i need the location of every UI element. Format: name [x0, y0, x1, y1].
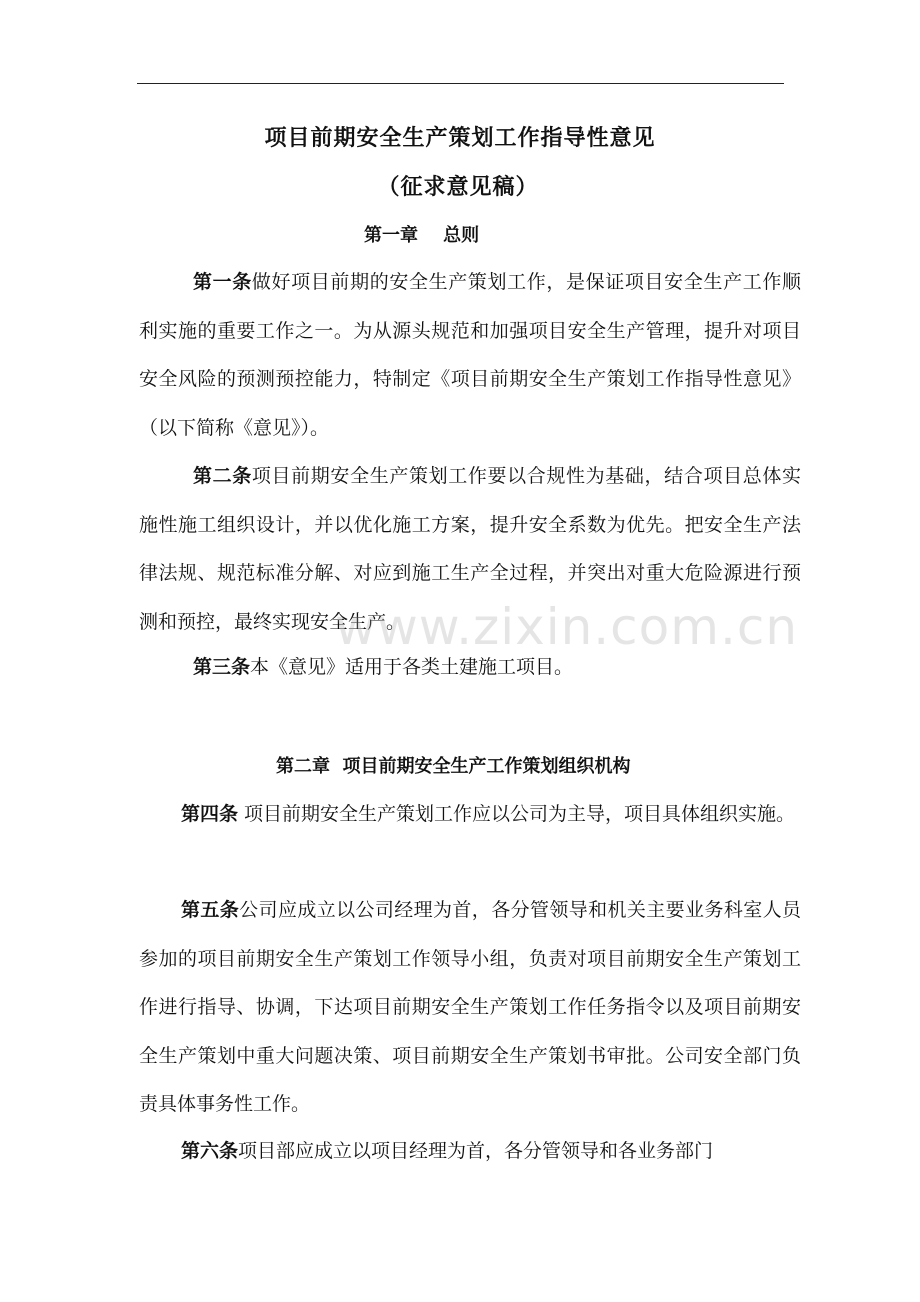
- article-3-label: 第三条: [193, 656, 251, 678]
- document-subtitle: （征求意见稿）: [377, 175, 539, 200]
- chapter-2-heading: 第二章 项目前期安全生产工作策划组织机构: [276, 756, 631, 777]
- article-3: [139, 643, 801, 692]
- article-5: [139, 886, 801, 1129]
- chapter-1-heading: 第一章 总则: [364, 225, 480, 246]
- article-5-label: 第五条: [181, 899, 240, 921]
- article-6-text: 项目部应成立以项目经理为首，各分管领导和各业务部门: [238, 1140, 714, 1162]
- article-6: [139, 1127, 801, 1176]
- article-1-label: 第一条: [193, 271, 252, 293]
- article-1-text: 做好项目前期的安全生产策划工作，是保证项目安全生产工作顺利实施的重要工作之一。为从源头规范和加强项目安全生产管理，提升对项目安全风险的预测预控能力，特制定《项目前期安全生产策划工作指导性意见》（以下简称《意见》）。: [139, 271, 801, 439]
- article-5-text: 公司应成立以公司经理为首，各分管领导和机关主要业务科室人员参加的项目前期安全生产策划工作领导小组，负责对项目前期安全生产策划工作进行指导、协调，下达项目前期安全生产策划工作任务指令以及项目前期安全生产策划中重大问题决策、项目前期安全生产策划书审批。公司安全部门负责具体事务性工作。: [139, 899, 801, 1115]
- article-1: [139, 258, 801, 452]
- article-4-text: 项目前期安全生产策划工作应以公司为主导，项目具体组织实施。: [238, 803, 796, 825]
- document-title: 项目前期安全生产策划工作指导性意见: [264, 126, 656, 151]
- article-3-text: 本《意见》适用于各类土建施工项目。: [250, 656, 574, 678]
- site-watermark: www.zixin.com.cn: [335, 598, 799, 656]
- article-2: [139, 452, 801, 646]
- article-2-text: 项目前期安全生产策划工作要以合规性为基础，结合项目总体实施性施工组织设计，并以优化施工方案，提升安全系数为优先。把安全生产法律法规、规范标准分解、对应到施工生产全过程，并突出对重大危险源进行预测和预控，最终实现安全生产。: [139, 465, 801, 633]
- article-4-label: 第四条: [181, 803, 239, 825]
- article-2-label: 第二条: [193, 465, 252, 487]
- article-6-label: 第六条: [181, 1140, 239, 1162]
- article-4: [139, 790, 801, 839]
- header-rule: [137, 83, 784, 84]
